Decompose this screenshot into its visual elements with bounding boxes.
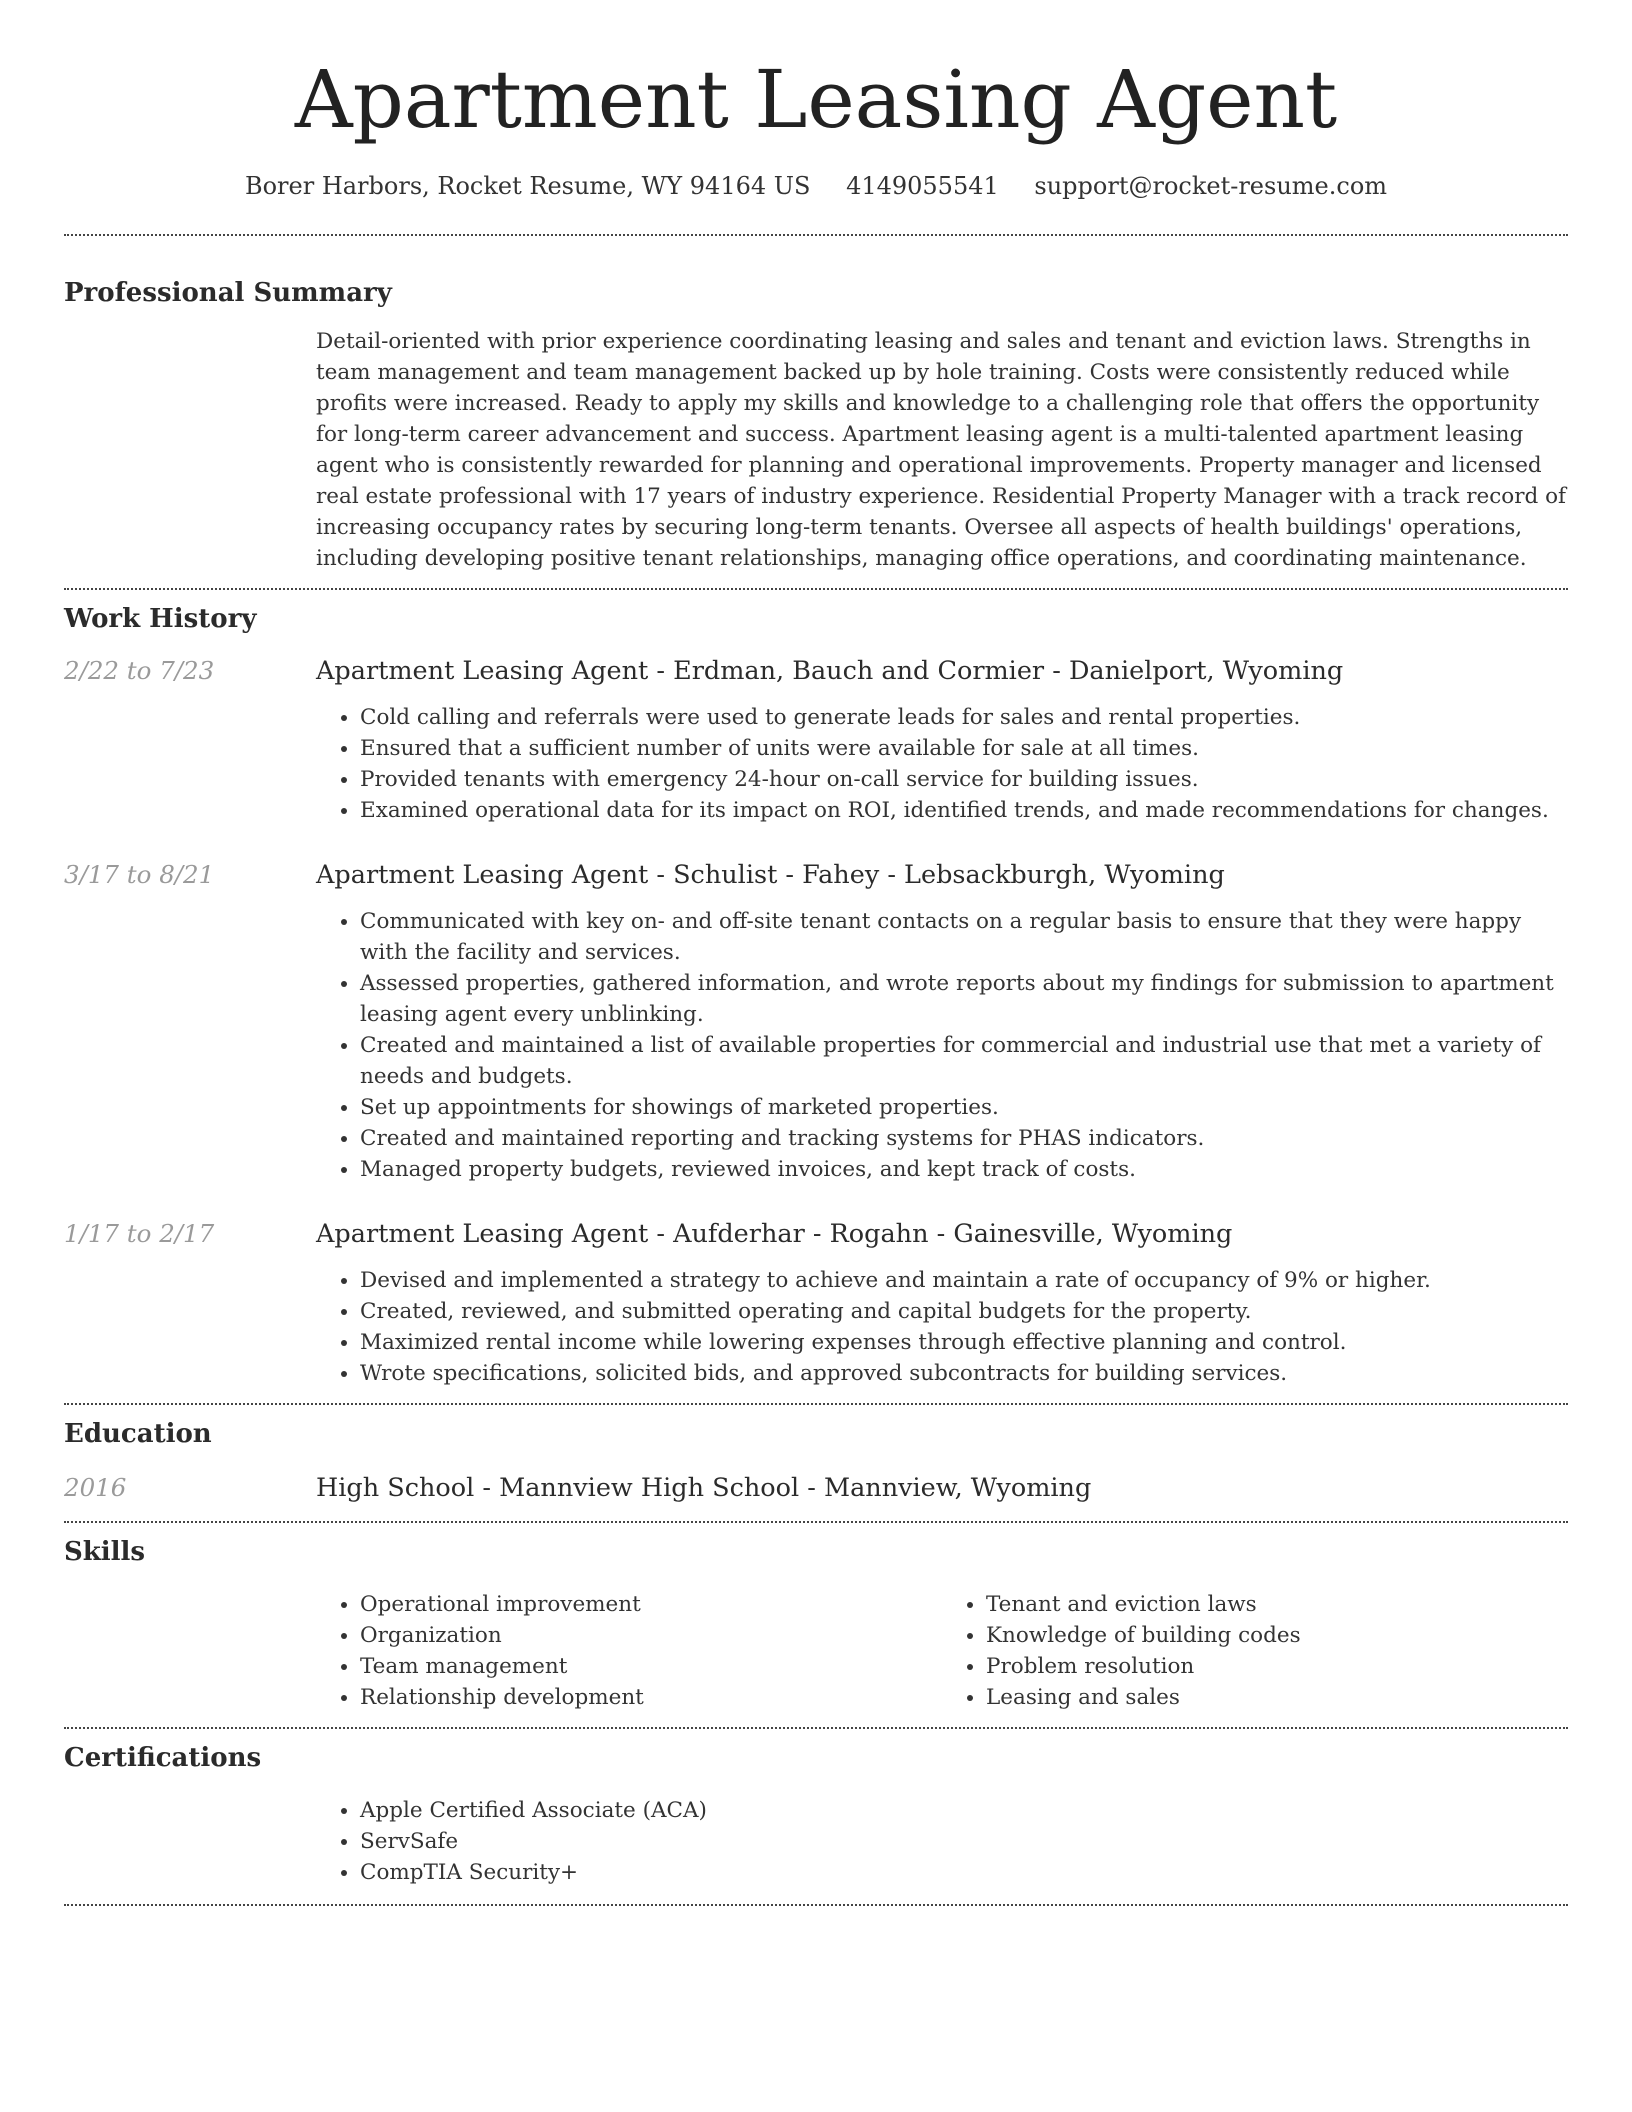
- certifications-list: [316, 1795, 1568, 1888]
- certification-item: • ServSafe: [360, 1826, 1568, 1857]
- job-entry: [64, 1219, 1568, 1403]
- skills-list-left: [316, 1589, 942, 1713]
- job-bullet: • Devised and implemented a strategy to achieve and maintain a rate of occupancy of 9% or higher.: [360, 1265, 1568, 1296]
- skill-item: • Knowledge of building codes: [986, 1620, 1568, 1651]
- job-bullets: [316, 1265, 1568, 1389]
- education-title: Education: [64, 1419, 212, 1449]
- certification-item: • Apple Certified Associate (ACA): [360, 1795, 1568, 1826]
- job-bullet: • Communicated with key on- and off-site tenant contacts on a regular basis to ensure that they were happy with the facility and services.: [360, 906, 1568, 968]
- job-bullet: • Created and maintained a list of available properties for commercial and industrial use that met a variety of needs and budgets.: [360, 1030, 1568, 1092]
- skills-title: Skills: [64, 1537, 146, 1567]
- skills-grid: [316, 1589, 1568, 1713]
- skill-item: • Relationship development: [360, 1682, 942, 1713]
- work-title: Work History: [64, 604, 257, 634]
- contact-line: [64, 170, 1568, 202]
- contact-phone: 4149055541: [846, 172, 999, 200]
- job-heading: Apartment Leasing Agent - Aufderhar - Rogahn - Gainesville, Wyoming: [316, 1219, 1233, 1249]
- job-bullet: • Created, reviewed, and submitted operating and capital budgets for the property.: [360, 1296, 1568, 1327]
- job-entry: [64, 860, 1568, 1185]
- certification-item: • CompTIA Security+: [360, 1857, 1568, 1888]
- education-year: 2016: [64, 1473, 127, 1502]
- job-dates: 3/17 to 8/21: [64, 860, 215, 889]
- skill-item: • Problem resolution: [986, 1651, 1568, 1682]
- skill-item: • Tenant and eviction laws: [986, 1589, 1568, 1620]
- job-bullet: • Managed property budgets, reviewed invoices, and kept track of costs.: [360, 1154, 1568, 1185]
- job-bullet: • Provided tenants with emergency 24-hour on-call service for building issues.: [360, 764, 1568, 795]
- skills-list-right: [942, 1589, 1568, 1713]
- job-bullet: • Set up appointments for showings of marketed properties.: [360, 1092, 1568, 1123]
- job-bullet: • Ensured that a sufficient number of units were available for sale at all times.: [360, 733, 1568, 764]
- certifications-title: Certifications: [64, 1743, 262, 1773]
- job-entry: [64, 656, 1568, 826]
- job-bullet: • Assessed properties, gathered information, and wrote reports about my findings for submission to apartment leasing agent every unblinking.: [360, 968, 1568, 1030]
- contact-address: Borer Harbors, Rocket Resume, WY 94164 US: [244, 172, 811, 200]
- job-bullet: • Created and maintained reporting and tracking systems for PHAS indicators.: [360, 1123, 1568, 1154]
- job-bullets: [316, 702, 1568, 826]
- certifications-section: [64, 1729, 1568, 1904]
- job-bullet: • Cold calling and referrals were used to generate leads for sales and rental properties.: [360, 702, 1568, 733]
- summary-title: Professional Summary: [64, 278, 392, 308]
- job-bullet: • Examined operational data for its impact on ROI, identified trends, and made recommendations for changes.: [360, 795, 1568, 826]
- divider: [64, 1904, 1568, 1906]
- resume-name: Apartment Leasing Agent: [294, 53, 1338, 146]
- work-section: [64, 590, 1568, 1403]
- summary-text: Detail-oriented with prior experience coordinating leasing and sales and tenant and eviction laws. Strengths in team management and team management backed up by hole training. Costs were consistently reduced while profits were increased. Ready to apply my skills and knowledge to a challenging role that offers the opportunity for long-term career advancement and success. Apartment leasing agent is a multi-talented apartment leasing agent who is consistently rewarded for planning and operational improvements. Property manager and licensed real estate professional with 17 years of industry experience. Residential Property Manager with a track record of increasing occupancy rates by securing long-term tenants. Oversee all aspects of health buildings' operations, including developing positive tenant relationships, managing office operations, and coordinating maintenance.: [316, 329, 1567, 571]
- job-bullet: • Maximized rental income while lowering expenses through effective planning and control.: [360, 1327, 1568, 1358]
- skill-item: • Team management: [360, 1651, 942, 1682]
- education-section: [64, 1405, 1568, 1521]
- job-dates: 1/17 to 2/17: [64, 1219, 215, 1248]
- skill-item: • Operational improvement: [360, 1589, 942, 1620]
- summary-section: [64, 236, 1568, 588]
- job-bullets: [316, 906, 1568, 1185]
- skill-item: • Leasing and sales: [986, 1682, 1568, 1713]
- skill-item: • Organization: [360, 1620, 942, 1651]
- job-heading: Apartment Leasing Agent - Schulist - Fahey - Lebsackburgh, Wyoming: [316, 860, 1225, 890]
- job-heading: Apartment Leasing Agent - Erdman, Bauch and Cormier - Danielport, Wyoming: [316, 656, 1344, 686]
- skills-section: [64, 1523, 1568, 1727]
- education-heading: High School - Mannview High School - Mannview, Wyoming: [316, 1473, 1092, 1503]
- job-bullet: • Wrote specifications, solicited bids, and approved subcontracts for building services.: [360, 1358, 1568, 1389]
- contact-email: support@rocket-resume.com: [1034, 172, 1388, 200]
- job-dates: 2/22 to 7/23: [64, 656, 215, 685]
